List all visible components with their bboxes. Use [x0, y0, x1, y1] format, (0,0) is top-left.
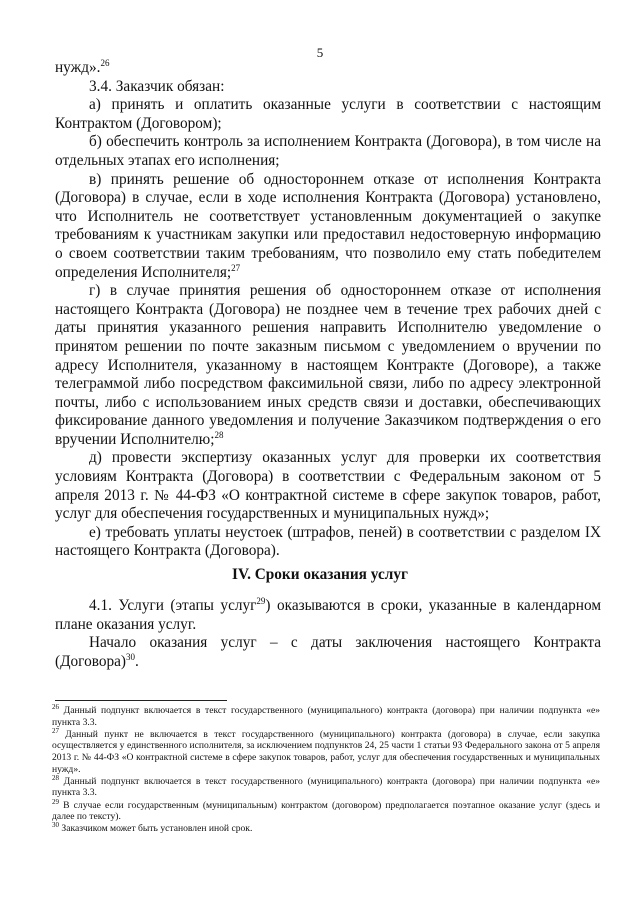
page-number: 5 [316, 45, 324, 60]
clause-item-g [55, 282, 601, 449]
footnotes [52, 702, 600, 836]
paragraph-text: 3.4. Заказчик обязан: [89, 77, 225, 95]
footnote [52, 773, 600, 799]
paragraph-text: 4.1. Услуги (этапы услуг [89, 597, 257, 614]
footnote-text: Данный подпункт включается в текст государственного (муниципального) контракта (договора) при наличии подпункта «е» пункта 3.3. [52, 705, 600, 728]
footnote [52, 726, 600, 775]
paragraph-text: е) требовать уплаты неустоек (штрафов, пеней) в соответствии с разделом IX настоящего Контракта (Договора). [55, 523, 601, 560]
footnote-number: 26 [52, 702, 59, 711]
footnote-number: 30 [52, 821, 59, 830]
footnote-number: 28 [52, 773, 59, 782]
paragraph-text: а) принять и оплатить оказанные услуги в соответствии с настоящим Контрактом (Договором); [55, 96, 601, 132]
paragraph-text: б) обеспечить контроль за исполнением Контракта (Договора), в том числе на отдельных этапах его исполнения; [55, 133, 601, 169]
clause-item-e [55, 524, 601, 561]
clause-item-d [55, 449, 601, 523]
footnote-text: Данный подпункт включается в текст государственного (муниципального) контракта (договора) при наличии подпункта «е» пункта 3.3. [52, 775, 600, 799]
footnote [52, 823, 600, 835]
footnote-number: 27 [52, 726, 59, 735]
clause-3-4-body [55, 59, 601, 561]
footnote-separator [55, 700, 227, 701]
clause-heading [55, 78, 601, 97]
footnote-text: Заказчиком может быть установлен иной срок. [59, 823, 253, 835]
paragraph-text: д) провести экспертизу оказанных услуг для проверки их соответствия условиям Контракта (Договора) в соответствии с Федеральным законом от 5 апреля 2013 г. № 44-ФЗ «О контрактной системе в сфере закупок товаров, работ, услуг для обеспечения государственных и муниципальных нужд»; [55, 449, 601, 523]
footnote-text: Данный пункт не включается в текст государственного (муниципального) контракта (договора) в случае, если закупка осуществляется у единственного исполнителя, за исключением подпунктов 24, 25 части 1 статьи 93 Федерального закона от 5 апреля 2013 г. № 44-ФЗ «О контрактной системе в сфере закупок товаров, работ, услуг для обеспечения государственных и муниципальных нужд». [52, 728, 600, 775]
paragraph-text: . [135, 652, 139, 670]
clause-4-1 [55, 597, 601, 634]
section-heading: IV. Сроки оказания услуг [232, 566, 408, 583]
footnote-ref: 29 [256, 595, 266, 606]
paragraph-text: нужд». [55, 59, 101, 76]
footnote-text: В случае если государственным (муниципальным) контрактом (договором) предполагается поэтапное оказание услуг (здесь и далее по тексту). [52, 799, 600, 823]
paragraph-text: г) в случае принятия решения об одностороннем отказе от исполнения настоящего Контракта (Договора) не позднее чем в течение трех рабочих дней с даты принятия указанного решения направить Исполнителю уведомление о принятом решении по почте заказным письмом с уведомлением о вручении по адресу Исполнителя, указанному в настоящем Контракте (Договоре), а также телеграммой либо посредством факсимильной связи, либо по адресу электронной почты, либо с использованием иных средств связи и доставки, обеспечивающих фиксирование данного уведомления и получение Заказчиком подтверждения о его вручении Исполнителю; [55, 282, 601, 448]
clause-item-a [55, 96, 601, 133]
footnote-number: 29 [52, 797, 59, 806]
paragraph-text: Начало оказания услуг – с даты заключения настоящего Контракта (Договора) [55, 634, 601, 670]
clause-item-b [55, 133, 601, 170]
footnote-ref: 27 [231, 262, 241, 273]
footnote [52, 702, 600, 728]
footnote [52, 797, 600, 823]
footnote-ref: 28 [214, 429, 224, 440]
paragraph-continuation [55, 59, 601, 78]
section-4-body [55, 597, 601, 671]
paragraph-text: в) принять решение об одностороннем отказе от исполнения Контракта (Договора) в случае, если в ходе исполнения Контракта (Договора) установлено, что Исполнитель не соответствует установленным документацией о закупке требованиям к участникам закупки или предоставил недостоверную информацию о своем соответствии таким требованиям, что позволило ему стать победителем определения Исполнителя; [55, 170, 601, 281]
footnote-ref: 30 [126, 651, 136, 662]
footnote-ref: 26 [100, 57, 110, 68]
paragraph-text: ) оказываются в сроки, указанные в календарном плане оказания услуг. [55, 597, 601, 633]
clause-start-date [55, 634, 601, 671]
clause-item-v [55, 171, 601, 283]
